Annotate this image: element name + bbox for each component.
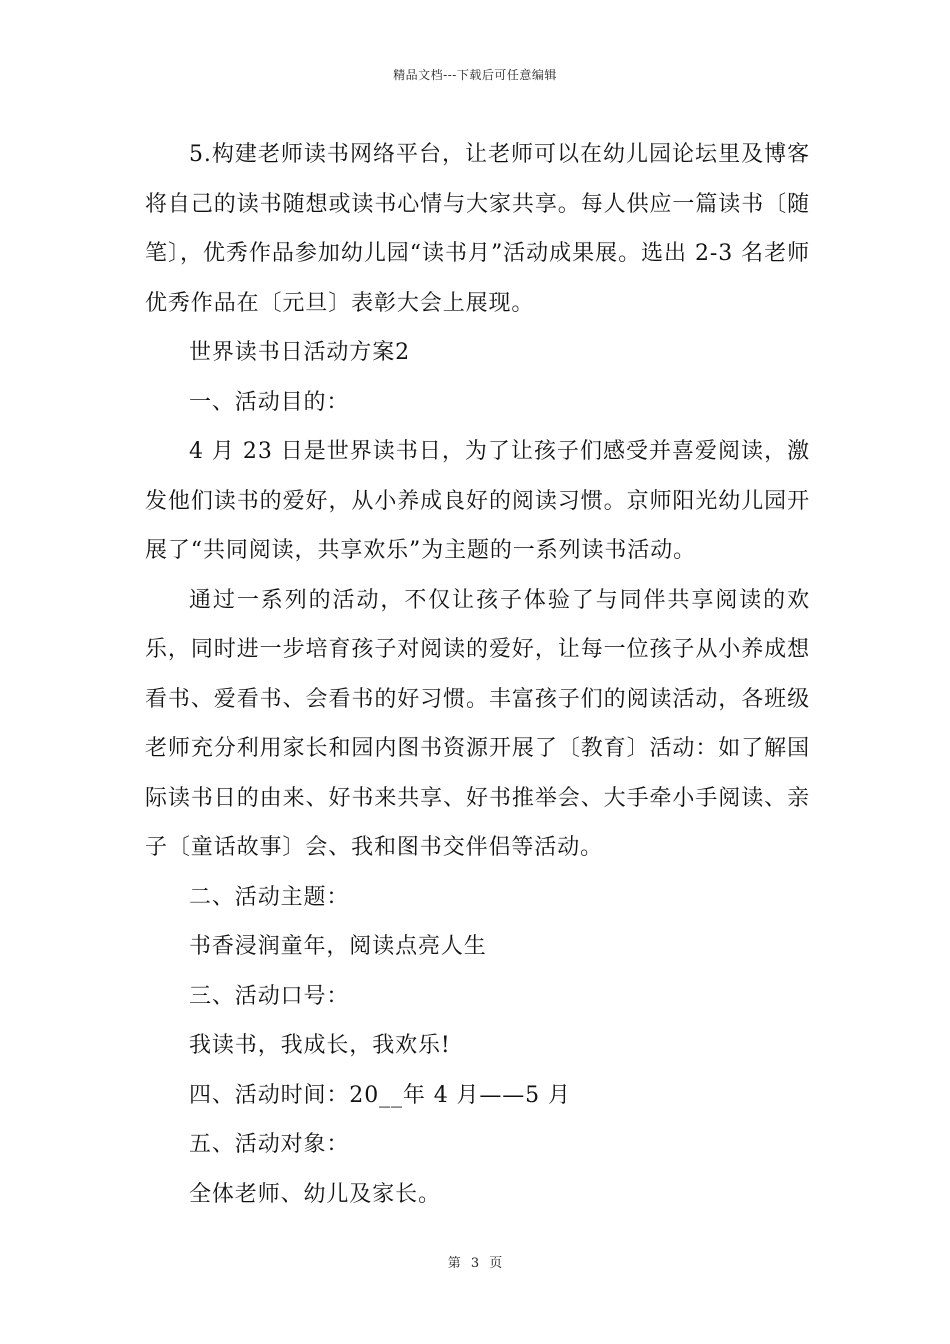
section-title: 世界读书日活动方案2 [189,340,410,365]
heading-time: 四、活动时间：20__年 4 月——5 月 [189,1082,571,1108]
page-number-suffix: 页 [489,1256,503,1271]
paragraph-platform: 5.构建老师读书网络平台，让老师可以在幼儿园论坛里及博客将自己的读书随想或读书心情与大家共享。每人供应一篇读书〔随笔〕，优秀作品参加幼儿园“读书月”活动成果展。选出 2-3 名老师优秀作品在〔元旦〕表彰大会上展现。 [145,142,810,316]
paragraph-purpose: 4 月 23 日是世界读书日，为了让孩子们感受并喜爱阅读，激发他们读书的爱好，从小养成良好的阅读习惯。京师阳光幼儿园开展了“共同阅读，共享欢乐”为主题的一系列读书活动。 [145,439,810,563]
page-number: 3 [470,1256,480,1271]
document-body [145,130,810,1219]
heading-theme: 二、活动主题： [189,884,350,910]
paragraph-theme: 书香浸润童年，阅读点亮人生 [189,934,487,959]
page-number-prefix: 第 [447,1256,461,1271]
paragraph-slogan: 我读书，我成长，我欢乐! [189,1033,451,1058]
heading-purpose: 一、活动目的： [189,389,350,415]
heading-slogan: 三、活动口号： [189,983,350,1009]
heading-audience: 五、活动对象： [189,1132,350,1157]
paragraph-audience: 全体老师、幼儿及家长。 [189,1181,441,1207]
page-footer [0,1252,950,1271]
page-header: 精品文档---下载后可任意编辑 [393,68,557,82]
paragraph-activities: 通过一系列的活动，不仅让孩子体验了与同伴共享阅读的欢乐，同时进一步培育孩子对阅读的爱好，让每一位孩子从小养成想看书、爱看书、会看书的好习惯。丰富孩子们的阅读活动，各班级老师充分利用家长和园内图书资源开展了〔教育〕活动：如了解国际读书日的由来、好书来共享、好书推举会、大手牵小手阅读、亲子〔童话故事〕会、我和图书交伴侣等活动。 [145,587,810,860]
